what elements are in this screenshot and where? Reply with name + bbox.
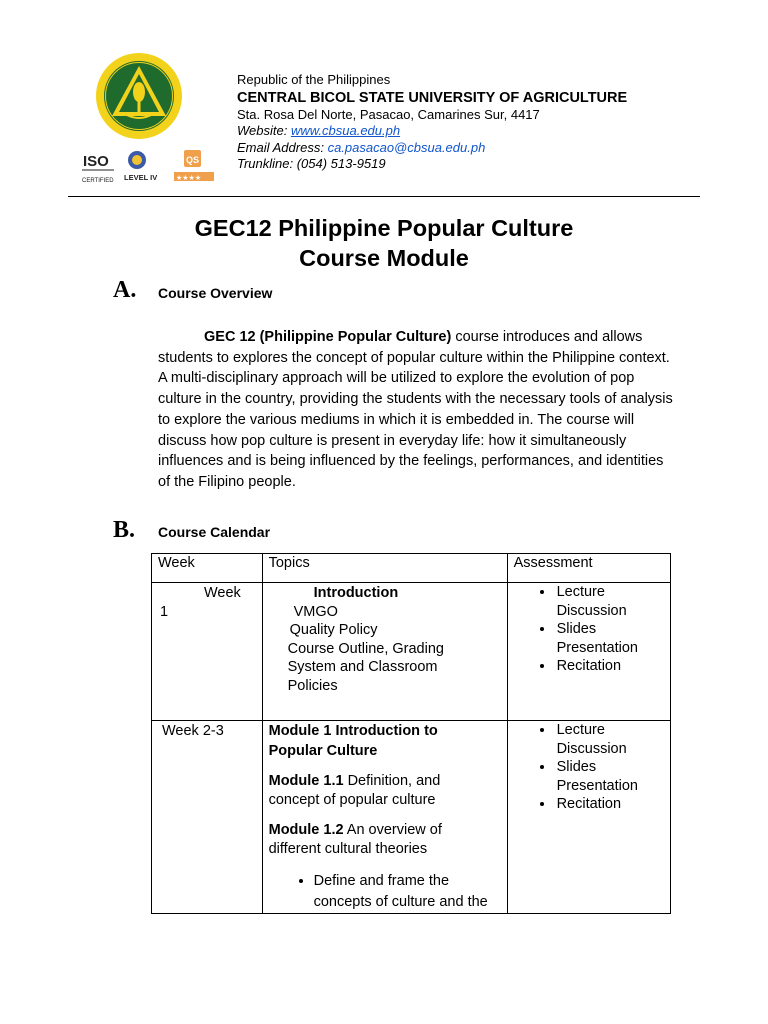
topics-cell <box>262 583 507 721</box>
accreditation-badges <box>78 148 218 188</box>
module-1-title: Module 1 Introduction to Popular Culture <box>268 723 438 759</box>
iso-badge-icon <box>82 153 114 184</box>
objective-list <box>263 871 507 912</box>
topic-item: VMGO <box>293 603 338 620</box>
assessment-list <box>508 721 670 814</box>
module-1-1: Module 1.1 Definition, and concept of popular culture <box>268 773 441 808</box>
header-divider <box>68 196 700 197</box>
university-name: CENTRAL BICOL STATE UNIVERSITY OF AGRICULTURE <box>237 89 628 106</box>
week-label: Week 2-3 <box>162 723 224 739</box>
svg-text:ISO: ISO <box>83 153 109 170</box>
website-link[interactable]: www.cbsua.edu.ph <box>290 123 401 138</box>
level-iv-badge-icon <box>124 151 157 182</box>
email-label: Email Address: <box>237 139 328 155</box>
assessment-item: • Recitation <box>555 657 670 676</box>
assessment-item: • Slides Presentation <box>555 620 670 657</box>
assessment-item: • Slides Presentation <box>555 758 670 795</box>
section-b-title: Course Calendar <box>158 524 271 540</box>
assessment-list <box>508 583 670 676</box>
table-row <box>152 583 671 721</box>
assessment-item: • Lecture Discussion <box>555 583 670 620</box>
section-b-letter: B. <box>113 517 136 543</box>
module-1-2: Module 1.2 An overview of different cultural theories <box>268 822 442 857</box>
topic-item: Quality Policy <box>289 622 378 638</box>
email-line <box>237 140 757 157</box>
week-number: 1 <box>160 603 169 620</box>
address-line: Sta. Rosa Del Norte, Pasacao, Camarines Sur, 4417 <box>237 106 540 122</box>
svg-text:LEVEL IV: LEVEL IV <box>124 173 158 182</box>
topic-item: Policies <box>287 677 338 694</box>
table-row <box>152 721 671 914</box>
table-header-row <box>152 554 671 583</box>
assessment-cell <box>507 583 670 721</box>
section-a-title: Course Overview <box>158 285 273 301</box>
website-line <box>237 123 757 140</box>
qs-stars-badge-icon <box>174 150 214 182</box>
assessment-item: • Lecture Discussion <box>555 721 670 758</box>
svg-text:QS: QS <box>186 155 200 165</box>
header-topics: Topics <box>262 554 507 583</box>
email-link[interactable]: ca.pasacao@cbsua.edu.ph <box>327 139 486 155</box>
letterhead <box>237 72 757 173</box>
objective-item: • Define and frame the concepts of culture and the <box>314 871 497 912</box>
header-assessment: Assessment <box>507 554 670 583</box>
header-week: Week <box>152 554 263 583</box>
svg-text:★★★★: ★★★★ <box>176 174 202 182</box>
topics-cell <box>262 721 507 914</box>
topic-item: Course Outline, Grading <box>287 640 444 657</box>
course-overview-text: course introduces and allows students to explores the concept of popular culture within the Philippine context. A multi-disciplinary approach will be utilized to explore the evolution of pop culture in the country, providing the students with the necessary tools of analysis to explore the various mediums in which it is embedded in. The course will discuss how pop culture is present in everyday life: how it simultaneously influences and is being influenced by the feelings, performances, and identities of the Filipino people. <box>158 329 673 490</box>
course-name-bold: GEC 12 (Philippine Popular Culture) <box>204 329 452 345</box>
republic-line: Republic of the Philippines <box>237 72 391 87</box>
assessment-item: • Recitation <box>555 795 670 814</box>
svg-text:CERTIFIED: CERTIFIED <box>82 178 114 184</box>
topic-item: System and Classroom <box>287 659 438 675</box>
course-calendar-table <box>151 553 671 914</box>
website-label: Website: <box>237 123 291 138</box>
university-seal-logo <box>95 52 183 140</box>
week-label: Week <box>204 585 241 601</box>
section-a-letter: A. <box>113 277 137 303</box>
week-cell <box>152 583 263 721</box>
trunkline-line: Trunkline: (054) 513-9519 <box>237 156 386 171</box>
module-subtitle: Course Module <box>299 245 469 271</box>
module-title: GEC12 Philippine Popular Culture <box>194 215 574 241</box>
course-overview-paragraph <box>158 327 678 493</box>
assessment-cell <box>507 721 670 914</box>
topic-title: Introduction <box>313 585 399 601</box>
week-cell <box>152 721 263 914</box>
